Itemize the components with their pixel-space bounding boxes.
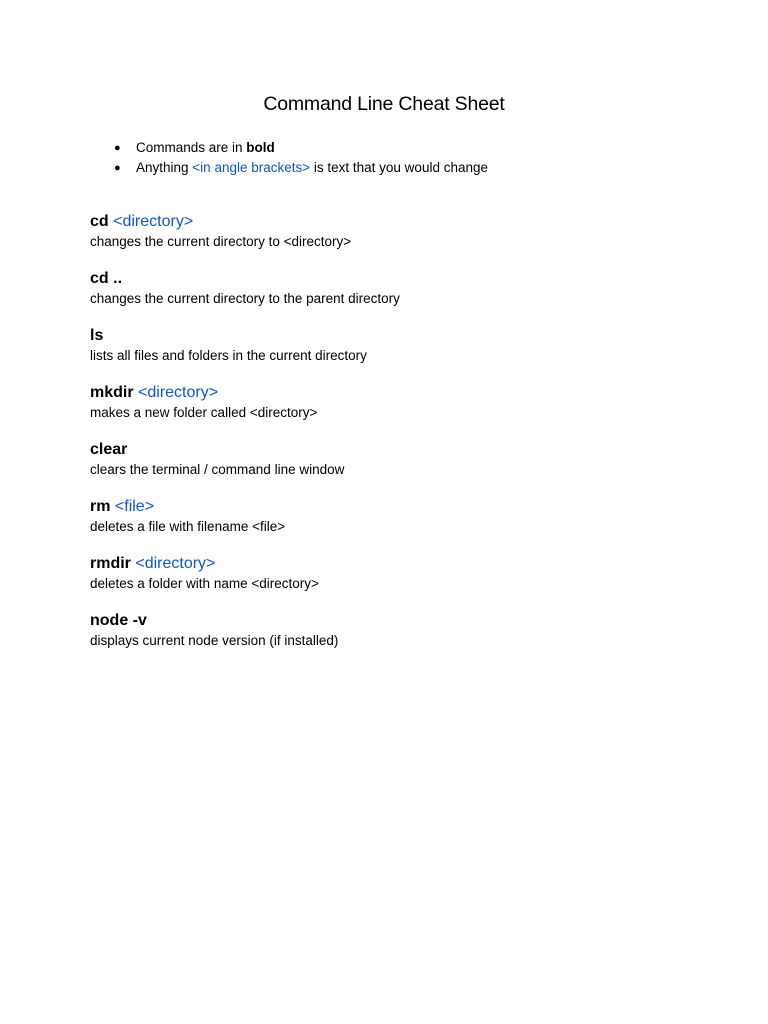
command-argument: <file> <box>114 498 155 515</box>
note-highlight: <in angle brackets> <box>192 160 311 175</box>
command-description: makes a new folder called <directory> <box>90 405 318 420</box>
command-name: ls <box>90 327 104 344</box>
command-description: deletes a folder with name <directory> <box>90 576 319 591</box>
command-entry <box>90 382 690 439</box>
note-bold-word: bold <box>246 140 275 155</box>
notes-list <box>90 138 488 178</box>
command-description: deletes a file with filename <file> <box>90 519 286 534</box>
command-name: rmdir <box>90 555 131 572</box>
command-argument: <directory> <box>138 384 219 401</box>
command-name: mkdir <box>90 384 134 401</box>
command-entry <box>90 553 690 610</box>
command-name: clear <box>90 441 128 458</box>
command-heading <box>90 439 690 461</box>
command-list <box>90 211 690 667</box>
bullet-dot-icon: ● <box>114 142 121 154</box>
command-heading <box>90 553 690 575</box>
command-description: changes the current directory to <directory> <box>90 234 352 249</box>
note-item <box>90 158 488 178</box>
command-description: lists all files and folders in the current directory <box>90 348 367 363</box>
command-heading <box>90 268 690 290</box>
note-text-end: is text that you would change <box>310 160 489 175</box>
command-heading <box>90 610 690 632</box>
command-heading <box>90 382 690 404</box>
command-description: clears the terminal / command line window <box>90 462 345 477</box>
command-heading <box>90 211 690 233</box>
command-argument: <directory> <box>135 555 216 572</box>
command-name: rm <box>90 498 111 515</box>
command-heading <box>90 496 690 518</box>
command-entry <box>90 439 690 496</box>
command-argument: <directory> <box>113 213 194 230</box>
command-heading <box>90 325 690 347</box>
command-description: changes the current directory to the parent directory <box>90 291 400 306</box>
command-entry <box>90 496 690 553</box>
note-text: Anything <box>136 160 193 175</box>
note-item <box>90 138 488 158</box>
command-entry <box>90 610 690 667</box>
command-description: displays current node version (if installed) <box>90 633 339 648</box>
command-entry <box>90 325 690 382</box>
command-entry <box>90 211 690 268</box>
command-entry <box>90 268 690 325</box>
page-title: Command Line Cheat Sheet <box>263 93 505 115</box>
note-text: Commands are in <box>136 140 247 155</box>
command-name: cd .. <box>90 270 123 287</box>
command-name: cd <box>90 213 109 230</box>
bullet-dot-icon: ● <box>114 162 121 174</box>
command-name: node -v <box>90 612 147 629</box>
